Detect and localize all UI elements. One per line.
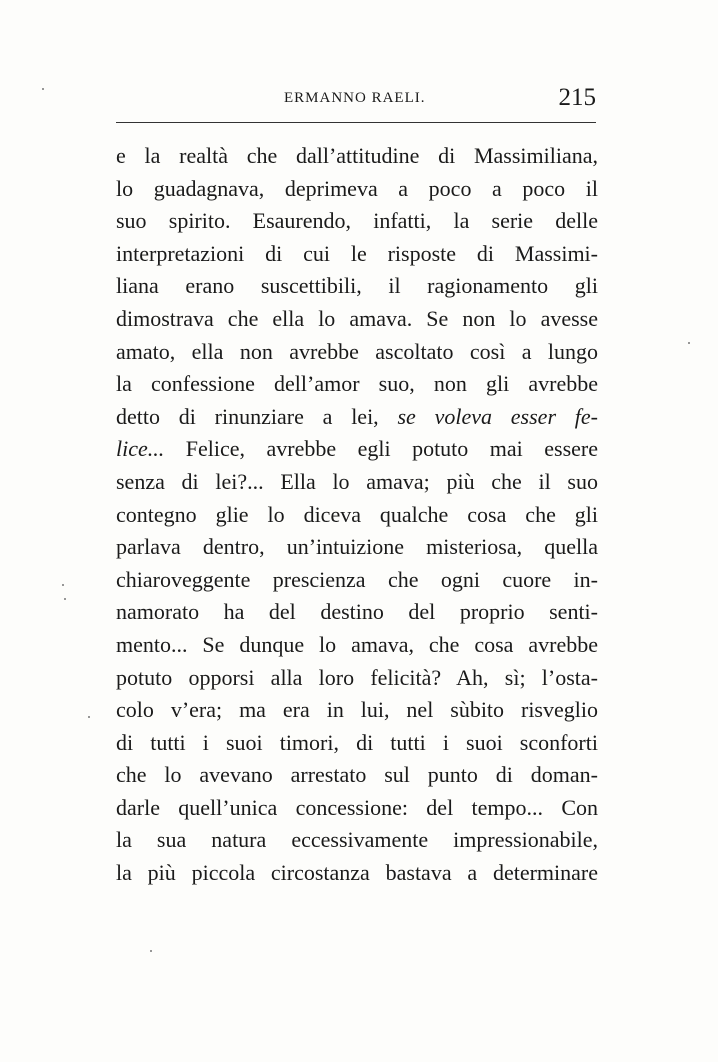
paper-speck [688,342,690,344]
page-number: 215 [558,84,596,111]
text-line: la confessione dell’amor suo, non gli avrebbe [116,371,598,397]
text-line: dimostrava che ella lo amava. Se non lo avesse [116,305,598,331]
text-line: chiaroveggente prescienza che ogni cuore in- [116,566,598,592]
text-line: la più piccola circostanza bastava a determinare [116,860,598,886]
text-segment: Felice, avrebbe egli potuto mai essere [164,436,598,462]
paper-speck [88,716,90,718]
text-line: namorato ha del destino del proprio senti- [116,599,598,625]
text-line: potuto opporsi alla loro felicità? Ah, sì; l’osta- [116,664,598,690]
text-line: darle quell’unica concessione: del tempo... Con [116,794,598,820]
text-line [116,433,598,466]
header-rule [116,122,596,123]
paper-speck [150,950,152,952]
text-line: colo v’era; ma era in lui, nel sùbito risveglio [116,697,598,723]
text-line: amato, ella non avrebbe ascoltato così a lungo [116,338,598,364]
text-line: senza di lei?... Ella lo amava; più che il suo [116,468,598,494]
text-line: liana erano suscettibili, il ragionamento gli [116,273,598,299]
text-line [116,401,598,434]
paper-speck [62,584,64,586]
text-line: suo spirito. Esaurendo, infatti, la serie delle [116,208,598,234]
text-line: mento... Se dunque lo amava, che cosa avrebbe [116,631,598,657]
text-line: parlava dentro, un’intuizione misteriosa, quella [116,534,598,560]
italic-quote: lice... [116,436,165,462]
paper-speck [42,88,44,90]
text-line: la sua natura eccessivamente impressionabile, [116,827,598,853]
running-title: ERMANNO RAELI. [284,90,426,106]
text-line: e la realtà che dall’attitudine di Massimiliana, [116,143,598,168]
body-text [116,140,598,890]
paper-speck [64,598,66,600]
text-line: lo guadagnava, deprimeva a poco a poco il [116,175,598,201]
running-head [116,84,596,118]
text-line: che lo avevano arrestato sul punto di doman- [116,762,598,788]
text-line: interpretazioni di cui le risposte di Massimi- [116,240,598,266]
text-line: di tutti i suoi timori, di tutti i suoi sconforti [116,729,598,755]
text-segment: detto di rinunziare a lei, [116,403,398,429]
text-line: contegno glie lo diceva qualche cosa che gli [116,501,598,527]
italic-quote: se voleva esser fe- [397,403,599,429]
